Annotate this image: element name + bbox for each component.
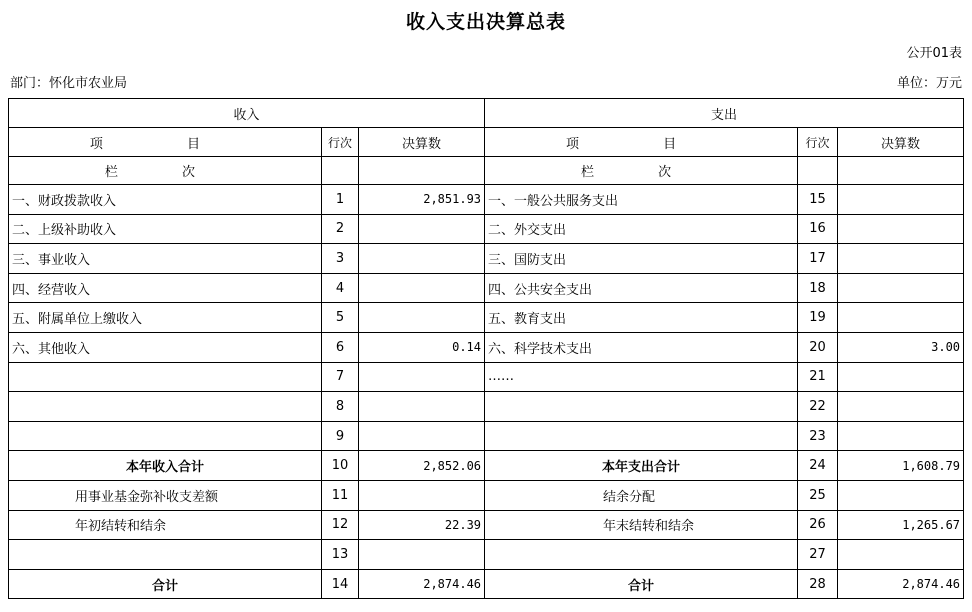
expense-item-label [485,421,798,451]
income-row-number: 3 [322,244,359,274]
header-row-columns [9,128,964,157]
income-amount [359,421,485,451]
carryover-row [9,510,964,540]
income-row-number: 9 [322,421,359,451]
income-row-number: 12 [322,510,359,540]
empty-cell [359,157,485,185]
expense-item-label: 合计 [485,569,798,599]
expense-amount [838,273,964,303]
grand-total-row [9,569,964,599]
empty-cell [322,157,359,185]
income-item-label: 二、上级补助收入 [9,214,322,244]
income-item-label: 五、附属单位上缴收入 [9,303,322,333]
expense-amount [838,303,964,333]
expense-rowno-header: 行次 [798,128,838,157]
expense-row-number: 22 [798,392,838,422]
expense-row-number: 18 [798,273,838,303]
form-number: 公开01表 [906,46,962,61]
expense-item-label: …… [485,362,798,392]
income-item-label: 合计 [9,569,322,599]
expense-section-header: 支出 [485,99,964,128]
income-row-number: 7 [322,362,359,392]
table-row [9,185,964,215]
income-row-number: 2 [322,214,359,244]
header-row-sections [9,99,964,128]
income-amount [359,303,485,333]
expense-item-label: 五、教育支出 [485,303,798,333]
income-item-label [9,540,322,570]
income-amount [359,540,485,570]
expense-item-label [485,540,798,570]
income-amount: 2,852.06 [359,451,485,481]
income-row-number: 10 [322,451,359,481]
income-amount [359,362,485,392]
empty-cell [838,157,964,185]
expense-row-number: 21 [798,362,838,392]
income-item-label: 本年收入合计 [9,451,322,481]
expense-amount [838,540,964,570]
expense-amount-header: 决算数 [838,128,964,157]
income-row-number: 4 [322,273,359,303]
expense-row-number: 24 [798,451,838,481]
income-amount: 22.39 [359,510,485,540]
income-amount: 2,851.93 [359,185,485,215]
expense-row-number: 28 [798,569,838,599]
expense-item-label: 六、科学技术支出 [485,332,798,362]
year-total-row [9,451,964,481]
income-column-label: 栏 次 [9,157,322,185]
income-section-header: 收入 [9,99,485,128]
empty-cell [798,157,838,185]
income-item-label [9,392,322,422]
expense-row-number: 20 [798,332,838,362]
expense-amount [838,392,964,422]
header-row-column-index [9,157,964,185]
fund-distribution-row [9,480,964,510]
expense-item-label [485,392,798,422]
expense-amount: 1,265.67 [838,510,964,540]
income-row-number: 5 [322,303,359,333]
income-row-number: 13 [322,540,359,570]
expense-row-number: 17 [798,244,838,274]
expense-amount [838,362,964,392]
income-row-number: 6 [322,332,359,362]
income-item-label: 年初结转和结余 [9,510,322,540]
expense-amount [838,214,964,244]
expense-row-number: 15 [798,185,838,215]
income-item-label: 一、财政拨款收入 [9,185,322,215]
income-amount [359,392,485,422]
unit-label: 单位：万元 [896,76,962,91]
income-amount-header: 决算数 [359,128,485,157]
expense-column-label: 栏 次 [485,157,798,185]
income-rowno-header: 行次 [322,128,359,157]
page-title: 收入支出决算总表 [405,11,566,33]
income-item-label: 三、事业收入 [9,244,322,274]
income-item-header: 项 目 [9,128,322,157]
income-row-number: 14 [322,569,359,599]
income-amount: 2,874.46 [359,569,485,599]
income-amount [359,214,485,244]
income-amount [359,244,485,274]
income-item-label: 用事业基金弥补收支差额 [9,480,322,510]
expense-amount: 3.00 [838,332,964,362]
expense-item-label: 本年支出合计 [485,451,798,481]
expense-amount: 2,874.46 [838,569,964,599]
table-row [9,214,964,244]
expense-item-label: 结余分配 [485,480,798,510]
expense-amount: 1,608.79 [838,451,964,481]
table-row [9,392,964,422]
table-row [9,421,964,451]
expense-item-label: 一、一般公共服务支出 [485,185,798,215]
table-row [9,273,964,303]
income-row-number: 8 [322,392,359,422]
blank-row [9,540,964,570]
department-label: 部门：怀化市农业局 [10,76,128,91]
expense-amount [838,244,964,274]
income-amount: 0.14 [359,332,485,362]
table-row [9,303,964,333]
income-row-number: 1 [322,185,359,215]
expense-item-label: 四、公共安全支出 [485,273,798,303]
income-row-number: 11 [322,480,359,510]
expense-item-header: 项 目 [485,128,798,157]
expense-row-number: 25 [798,480,838,510]
income-amount [359,273,485,303]
table-row [9,362,964,392]
table-row [9,244,964,274]
expense-item-label: 三、国防支出 [485,244,798,274]
income-amount [359,480,485,510]
income-item-label [9,362,322,392]
income-item-label: 六、其他收入 [9,332,322,362]
income-expense-table [8,98,964,599]
expense-amount [838,185,964,215]
expense-item-label: 二、外交支出 [485,214,798,244]
expense-row-number: 19 [798,303,838,333]
expense-item-label: 年末结转和结余 [485,510,798,540]
expense-row-number: 27 [798,540,838,570]
income-item-label: 四、经营收入 [9,273,322,303]
income-item-label [9,421,322,451]
expense-amount [838,480,964,510]
expense-row-number: 23 [798,421,838,451]
expense-row-number: 26 [798,510,838,540]
table-row [9,332,964,362]
expense-amount [838,421,964,451]
expense-row-number: 16 [798,214,838,244]
